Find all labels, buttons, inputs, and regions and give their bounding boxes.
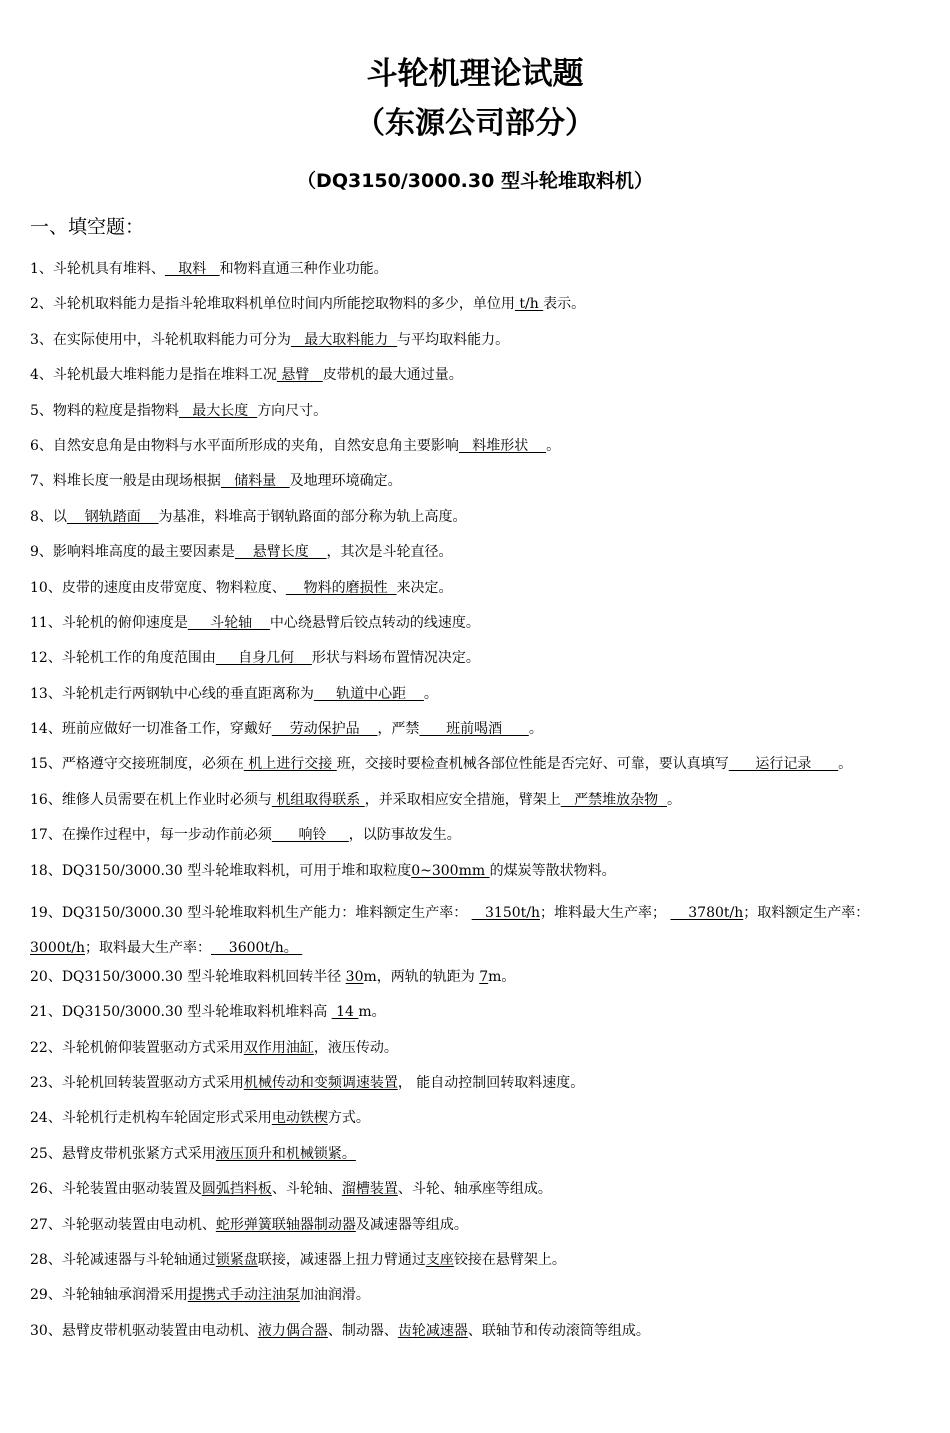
question-text: 的煤炭等散状物料。 bbox=[489, 862, 616, 879]
question-text: ， 能自动控制回转取料速度。 bbox=[397, 1075, 585, 1092]
question-text: 20、DQ3150/3000.30 型斗轮堆取料机回转半径 bbox=[30, 968, 346, 985]
question-text: 及减速器等组成。 bbox=[355, 1216, 468, 1233]
question-item bbox=[30, 1215, 930, 1250]
question-text: 。 bbox=[528, 721, 543, 738]
question-item bbox=[30, 1179, 930, 1214]
question-item bbox=[30, 825, 930, 860]
question-text: ，液压传动。 bbox=[313, 1039, 398, 1056]
question-text: 14、班前应做好一切准备工作，穿戴好 bbox=[30, 721, 272, 738]
question-item bbox=[30, 754, 930, 789]
question-item bbox=[30, 294, 930, 329]
answer-blank: 7 bbox=[479, 968, 489, 985]
answer-blank: 机组取得联系 bbox=[271, 791, 365, 808]
question-text: 。 bbox=[667, 791, 681, 808]
question-text: m。 bbox=[358, 1004, 386, 1021]
question-text: 19、DQ3150/3000.30 型斗轮堆取料机生产能力：堆料额定生产率： bbox=[30, 905, 472, 922]
answer-blank: 轨道中心距 bbox=[313, 685, 424, 702]
question-text: 中心绕悬臂后铰点转动的线速度。 bbox=[269, 614, 480, 631]
question-item bbox=[30, 436, 930, 471]
question-text: 铰接在悬臂架上。 bbox=[453, 1251, 566, 1268]
page-subtitle: （东源公司部分） bbox=[355, 106, 595, 141]
question-text: 8、以 bbox=[30, 508, 67, 525]
answer-blank: 悬臂长度 bbox=[234, 544, 327, 561]
question-text: 为基准，料堆高于钢轨路面的部分称为轨上高度。 bbox=[158, 508, 467, 525]
question-item bbox=[30, 684, 930, 719]
question-item bbox=[30, 1285, 930, 1320]
question-text: 。 bbox=[423, 685, 438, 702]
answer-blank: 料堆形状 bbox=[458, 437, 547, 454]
question-text: 方式。 bbox=[327, 1110, 370, 1127]
question-text: 加油润滑。 bbox=[299, 1287, 370, 1304]
answer-blank: 溜槽装置 bbox=[341, 1181, 398, 1198]
question-text: m。 bbox=[488, 968, 516, 985]
question-item bbox=[30, 507, 930, 542]
question-text: 2、斗轮机取料能力是指斗轮堆取料机单位时间内所能挖取物料的多少，单位用 bbox=[30, 296, 515, 313]
question-text: 22、斗轮机俯仰装置驱动方式采用 bbox=[30, 1039, 244, 1056]
answer-blank: 斗轮轴 bbox=[187, 614, 270, 631]
question-text: 、联轴节和传动滚筒等组成。 bbox=[467, 1322, 650, 1339]
answer-blank: 3600t/h。 bbox=[211, 940, 303, 957]
answer-blank: 圆弧挡料板 bbox=[201, 1181, 272, 1198]
question-item bbox=[30, 719, 930, 754]
question-text: 13、斗轮机走行两钢轨中心线的垂直距离称为 bbox=[30, 685, 314, 702]
answer-blank: 自身几何 bbox=[215, 650, 312, 667]
answer-blank: 齿轮减速器 bbox=[397, 1322, 468, 1339]
section-heading: 一、填空题： bbox=[30, 216, 145, 238]
question-text: 表示。 bbox=[543, 296, 586, 313]
answer-blank: 14 bbox=[331, 1004, 359, 1021]
answer-blank: 液压顶升和机械锁紧。 bbox=[215, 1145, 356, 1162]
answer-blank: 劳动保护品 bbox=[271, 721, 378, 738]
question-text: 26、斗轮装置由驱动装置及 bbox=[30, 1181, 202, 1198]
answer-blank: 机械传动和变频调速装置 bbox=[243, 1075, 398, 1092]
question-item bbox=[30, 648, 930, 683]
question-text: ；取料额定生产率： bbox=[743, 905, 870, 922]
question-text: ，严禁 bbox=[377, 721, 420, 738]
question-text: 1、斗轮机具有堆料、 bbox=[30, 261, 165, 277]
question-item bbox=[30, 1108, 930, 1143]
answer-blank: 最大长度 bbox=[178, 402, 258, 419]
answer-blank: 0~300mm bbox=[411, 862, 490, 879]
answer-blank: 储料量 bbox=[220, 473, 290, 490]
answer-blank: 支座 bbox=[425, 1251, 454, 1268]
answer-blank: 机上进行交接 bbox=[243, 756, 337, 773]
answer-blank: 物料的磨损性 bbox=[285, 579, 397, 596]
question-text: 11、斗轮机的俯仰速度是 bbox=[30, 614, 188, 631]
question-item bbox=[30, 790, 930, 825]
question-text: 12、斗轮机工作的角度范围由 bbox=[30, 650, 216, 667]
question-text: 28、斗轮减速器与斗轮轴通过 bbox=[30, 1251, 216, 1268]
answer-blank: 严禁堆放杂物 bbox=[560, 791, 667, 808]
question-item bbox=[30, 365, 930, 400]
question-text: 16、维修人员需要在机上作业时必须与 bbox=[30, 791, 272, 808]
question-text: 30、悬臂皮带机驱动装置由电动机、 bbox=[30, 1322, 258, 1339]
question-item bbox=[30, 1144, 930, 1179]
machine-model: （DQ3150/3000.30 型斗轮堆取料机） bbox=[297, 170, 653, 192]
question-text: 6、自然安息角是由物料与水平面所形成的夹角，自然安息角主要影响 bbox=[30, 437, 459, 454]
question-text: 9、影响料堆高度的最主要因素是 bbox=[30, 544, 235, 561]
answer-blank: 3150t/h bbox=[471, 905, 540, 922]
question-text: 29、斗轮轴轴承润滑采用 bbox=[30, 1287, 188, 1304]
question-item bbox=[30, 1002, 930, 1037]
question-text: 15、严格遵守交接班制度，必须在 bbox=[30, 756, 244, 773]
question-item bbox=[30, 401, 930, 436]
question-item bbox=[30, 330, 930, 365]
question-text: 10、皮带的速度由皮带宽度、物料粒度、 bbox=[30, 579, 286, 596]
question-item bbox=[30, 1250, 930, 1285]
question-text: 联接，减速器上扭力臂通过 bbox=[257, 1251, 426, 1268]
question-text: 皮带机的最大通过量。 bbox=[322, 367, 463, 384]
answer-blank: 锁紧盘 bbox=[215, 1251, 258, 1268]
answer-blank: 取料 bbox=[164, 261, 220, 277]
question-item bbox=[30, 578, 930, 613]
question-text: 18、DQ3150/3000.30 型斗轮堆取料机，可用于堆和取粒度 bbox=[30, 862, 412, 879]
answer-blank: 电动铁楔 bbox=[271, 1110, 328, 1127]
question-item bbox=[30, 896, 930, 967]
answer-blank: 钢轨踏面 bbox=[66, 508, 159, 525]
question-text: 班，交接时要检查机械各部位性能是否完好、可靠，要认真填写 bbox=[336, 756, 729, 773]
answer-blank: 3000t/h bbox=[30, 940, 85, 957]
answer-blank: 液力偶合器 bbox=[257, 1322, 328, 1339]
question-text: 。 bbox=[546, 437, 561, 454]
answer-blank: 3780t/h bbox=[670, 905, 744, 922]
answer-blank: 最大取料能力 bbox=[290, 331, 398, 348]
question-text: 23、斗轮机回转装置驱动方式采用 bbox=[30, 1075, 244, 1092]
question-text: 24、斗轮机行走机构车轮固定形式采用 bbox=[30, 1110, 272, 1127]
question-text: 及地理环境确定。 bbox=[289, 473, 402, 490]
question-text: 27、斗轮驱动装置由电动机、 bbox=[30, 1216, 216, 1233]
answer-blank: 30 bbox=[345, 968, 364, 985]
answer-blank: 响铃 bbox=[271, 827, 349, 844]
question-text: ，其次是斗轮直径。 bbox=[326, 544, 453, 561]
question-text: ，以防事故发生。 bbox=[348, 827, 461, 844]
page-title: 斗轮机理论试题 bbox=[366, 56, 584, 92]
question-text: 、斗轮、轴承座等组成。 bbox=[397, 1181, 552, 1198]
question-text: 、制动器、 bbox=[327, 1322, 398, 1339]
question-list bbox=[30, 259, 930, 1356]
question-item bbox=[30, 1321, 930, 1356]
question-text: 17、在操作过程中，每一步动作前必须 bbox=[30, 827, 272, 844]
answer-blank: 双作用油缸 bbox=[243, 1039, 314, 1056]
question-item bbox=[30, 1073, 930, 1108]
answer-blank: 班前喝酒 bbox=[419, 721, 529, 738]
question-text: ；堆料最大生产率； bbox=[540, 905, 671, 922]
question-text: 25、悬臂皮带机张紧方式采用 bbox=[30, 1145, 216, 1162]
answer-blank: 运行记录 bbox=[728, 756, 839, 773]
question-text: 形状与料场布置情况决定。 bbox=[311, 650, 480, 667]
question-item bbox=[30, 613, 930, 648]
question-text: ；取料最大生产率： bbox=[85, 940, 211, 957]
question-item bbox=[30, 861, 930, 896]
question-text: 与平均取料能力。 bbox=[397, 331, 510, 348]
question-text: 5、物料的粒度是指物料 bbox=[30, 402, 179, 419]
answer-blank: t/h bbox=[514, 296, 544, 313]
question-item bbox=[30, 259, 930, 294]
question-text: 、斗轮轴、 bbox=[271, 1181, 342, 1198]
question-text: ，并采取相应安全措施，臂架上 bbox=[364, 791, 561, 808]
question-text: 21、DQ3150/3000.30 型斗轮堆取料机堆料高 bbox=[30, 1004, 332, 1021]
question-text: 7、料堆长度一般是由现场根据 bbox=[30, 473, 221, 490]
question-item bbox=[30, 1038, 930, 1073]
question-item bbox=[30, 542, 930, 577]
question-text: 3、在实际使用中，斗轮机取料能力可分为 bbox=[30, 331, 291, 348]
question-text: 方向尺寸。 bbox=[257, 402, 328, 419]
question-text: m，两轨的轨距为 bbox=[363, 968, 480, 985]
question-item bbox=[30, 967, 930, 1002]
answer-blank: 蛇形弹簧联轴器制动器 bbox=[215, 1216, 356, 1233]
question-text: 和物料直通三种作业功能。 bbox=[219, 261, 388, 277]
question-text: 来决定。 bbox=[396, 579, 453, 596]
question-item bbox=[30, 471, 930, 506]
question-text: 4、斗轮机最大堆料能力是指在堆料工况 bbox=[30, 367, 277, 384]
question-text: 。 bbox=[838, 756, 853, 773]
answer-blank: 提携式手动注油泵 bbox=[187, 1287, 300, 1304]
answer-blank: 悬臂 bbox=[276, 367, 323, 384]
